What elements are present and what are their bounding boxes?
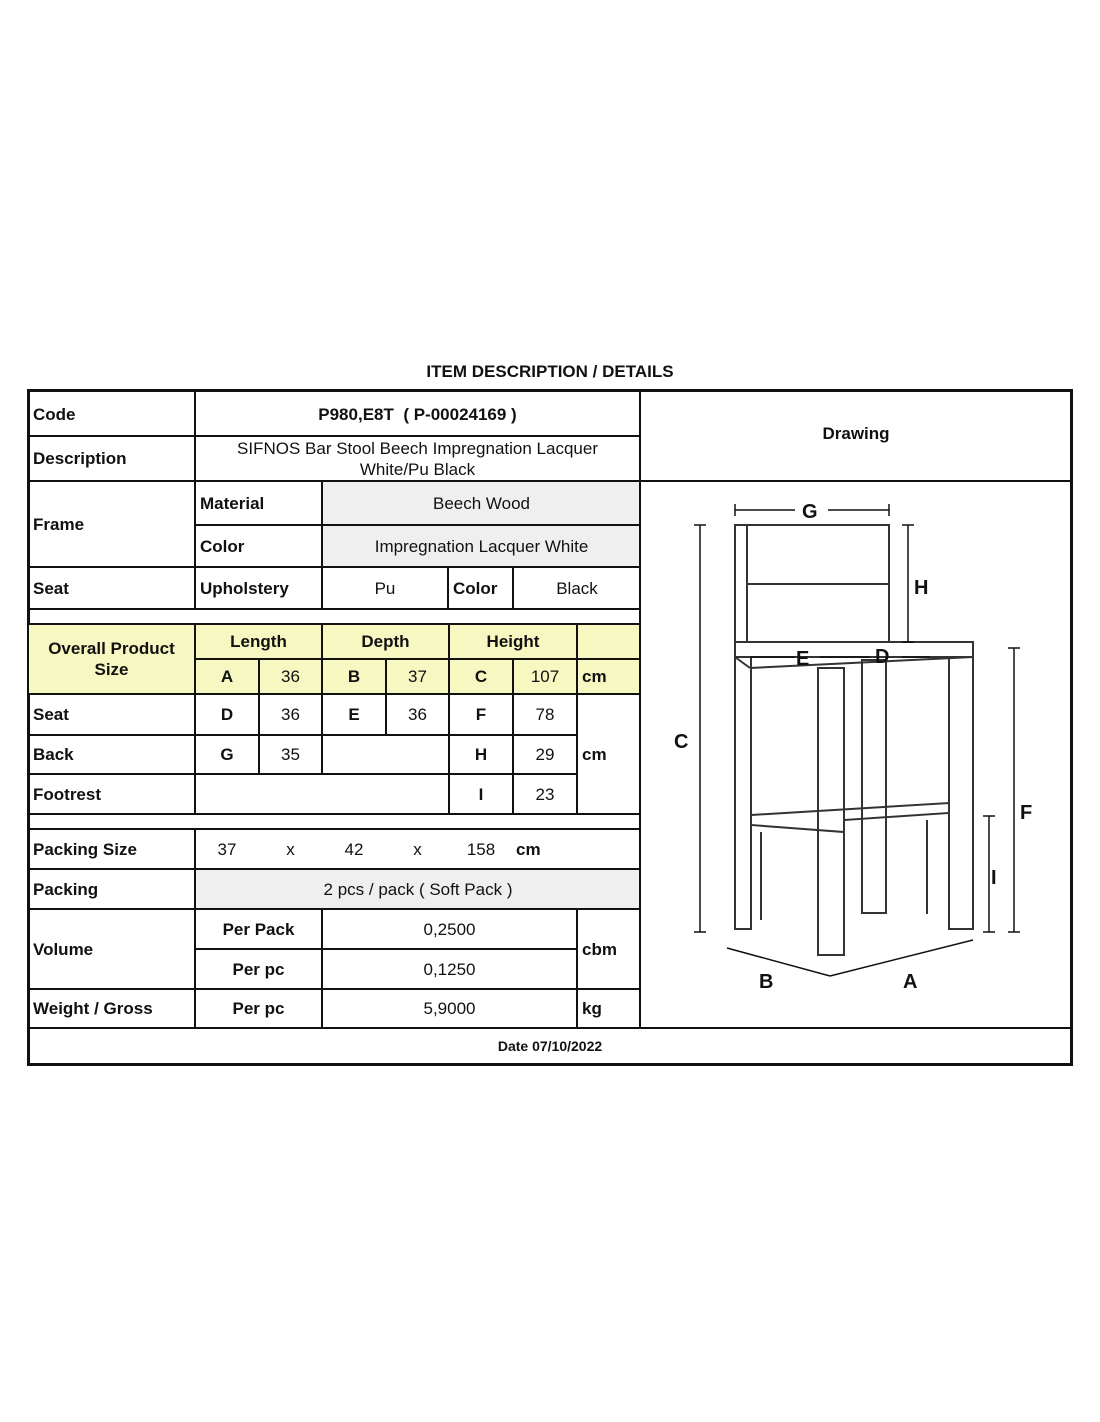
description-line-1: SIFNOS Bar Stool Beech Impregnation Lacquer: [237, 438, 598, 458]
drawing-letter-h: H: [914, 577, 929, 599]
packing-x-1: x: [286, 839, 295, 859]
weight-unit: kg: [582, 999, 602, 1018]
dim-e-letter: E: [348, 705, 360, 724]
packing-depth: 42: [344, 839, 364, 859]
dim-g-letter: G: [220, 745, 234, 764]
front-right-leg: [949, 657, 973, 929]
frame-color-label: Color: [200, 536, 245, 556]
dim-i-value: 23: [535, 784, 555, 804]
footrest-rail: [751, 803, 949, 832]
weight-value: 5,9000: [423, 999, 476, 1018]
per-pc-volume-label: Per pc: [232, 959, 285, 979]
drawing-letter-e: E: [796, 648, 810, 670]
drawing-label: Drawing: [822, 424, 890, 443]
dim-d-value: 36: [281, 705, 300, 724]
drawing-letter-f: F: [1020, 802, 1033, 824]
weight-label: Weight / Gross: [33, 999, 153, 1018]
upholstery-label: Upholstery: [200, 578, 289, 598]
dim-c-letter: C: [474, 667, 488, 686]
footrest-label: Footrest: [33, 784, 101, 804]
date: Date 07/10/2022: [497, 1037, 603, 1054]
height-header: Height: [486, 632, 540, 651]
packing-value: 2 pcs / pack ( Soft Pack ): [323, 879, 513, 899]
dim-b-letter: B: [347, 667, 361, 686]
description-value: [196, 437, 639, 480]
per-pack-label: Per Pack: [222, 919, 295, 939]
drawing-letter-a: A: [903, 971, 918, 993]
per-pack-value: 0,2500: [423, 919, 476, 939]
seat-label: Seat: [33, 578, 69, 598]
description-label: Description: [33, 449, 127, 468]
drawing-letter-c: C: [674, 731, 689, 753]
packing-size-label: Packing Size: [33, 839, 137, 859]
per-pc-volume-value: 0,1250: [423, 959, 476, 979]
seat-color-label: Color: [453, 578, 498, 598]
dim-g-value: 35: [281, 745, 300, 764]
packing-width: 37: [217, 839, 237, 859]
volume-label: Volume: [33, 939, 94, 959]
dim-h-letter: H: [474, 745, 488, 764]
code-value: P980,E8T ( P-00024169 ): [318, 404, 517, 424]
dim-c-value: 107: [530, 667, 560, 686]
dim-a-letter: A: [220, 667, 234, 686]
material-value: Beech Wood: [432, 493, 531, 513]
dim-a-value: 36: [281, 667, 300, 686]
packing-height: 158: [466, 839, 496, 859]
dim-d-letter: D: [220, 705, 234, 724]
code-label: Code: [33, 404, 76, 424]
volume-unit: cbm: [582, 939, 617, 959]
back-left-leg: [735, 657, 751, 929]
description-line-2: White/Pu Black: [359, 459, 476, 479]
dim-b-value: 37: [408, 667, 427, 686]
seat-board: [735, 642, 973, 657]
dim-h-value: 29: [535, 745, 555, 764]
bar-stool-drawing: [640, 480, 1072, 1028]
packing-label: Packing: [33, 879, 99, 899]
overall-size-label: [29, 625, 194, 693]
overall-size-line-2: Size: [94, 660, 129, 679]
frame-label: Frame: [33, 514, 85, 534]
dim-e-value: 36: [408, 705, 427, 724]
dim-f-letter: F: [475, 705, 487, 724]
upholstery-value: Pu: [374, 578, 396, 598]
dims-unit: cm: [582, 744, 607, 764]
sheet-title: ITEM DESCRIPTION / DETAILS: [426, 362, 674, 381]
dim-f-value: 78: [535, 705, 555, 724]
back-dims-label: Back: [33, 745, 74, 764]
per-pc-weight-label: Per pc: [232, 999, 285, 1018]
drawing-letter-d: D: [875, 646, 890, 668]
dim-i-letter: I: [478, 784, 484, 804]
overall-unit: cm: [582, 667, 607, 686]
overall-size-line-1: Overall Product: [48, 639, 175, 658]
back-right-leg: [862, 660, 886, 913]
depth-header: Depth: [361, 632, 410, 651]
seat-color-value: Black: [556, 578, 598, 598]
drawing-letter-g: G: [802, 501, 818, 523]
material-label: Material: [200, 493, 265, 513]
frame-color-value: Impregnation Lacquer White: [374, 536, 589, 556]
drawing-letter-b: B: [759, 971, 774, 993]
packing-x-2: x: [413, 839, 422, 859]
packing-size-unit: cm: [516, 839, 541, 859]
seat-dims-label: Seat: [33, 705, 69, 724]
length-header: Length: [230, 632, 287, 651]
drawing-letter-i: I: [991, 867, 997, 889]
